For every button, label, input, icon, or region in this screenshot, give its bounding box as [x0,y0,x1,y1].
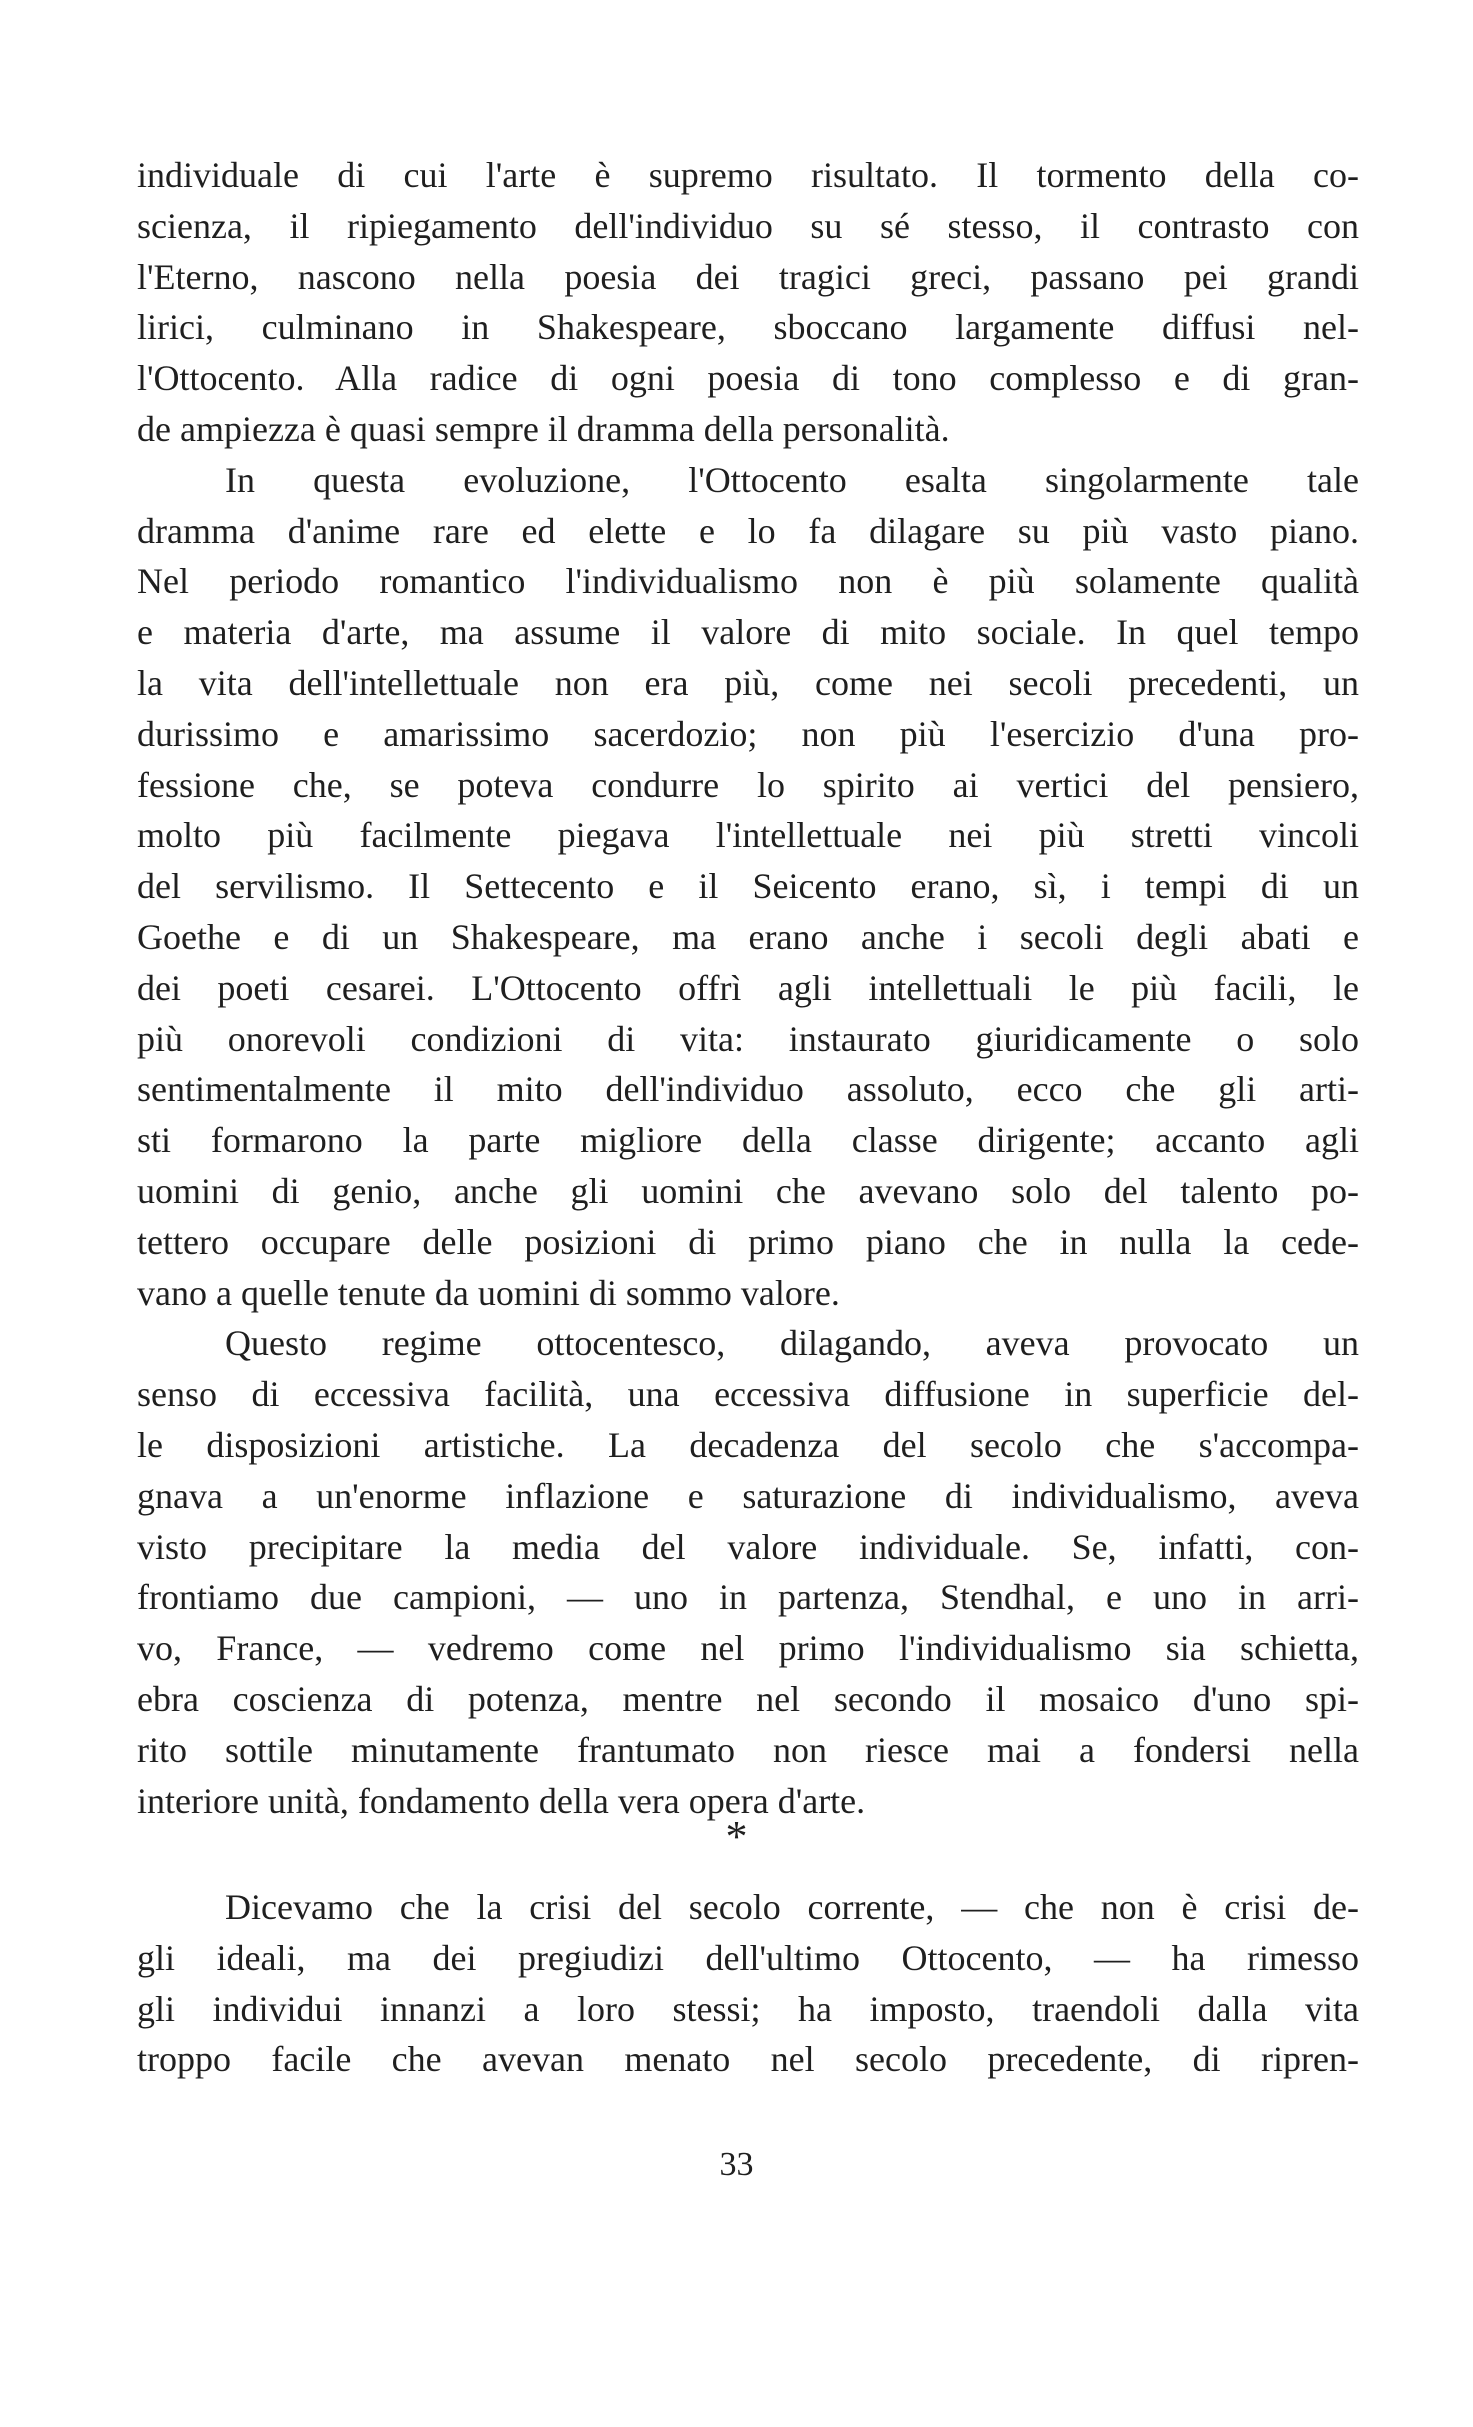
text-line: gnava a un'enorme inflazione e saturazione di individualismo, aveva [137,1475,1359,1516]
body-text [137,150,1359,1826]
text-line: e materia d'arte, ma assume il valore di mito sociale. In quel tempo [137,612,1359,653]
text-line: l'Ottocento. Alla radice di ogni poesia di tono complesso e di gran- [137,358,1359,399]
text-line: l'Eterno, nascono nella poesia dei tragici greci, passano pei grandi [137,256,1359,297]
text-line: vo, France, — vedremo come nel primo l'individualismo sia schietta, [137,1628,1359,1669]
text-line: troppo facile che avevan menato nel secolo precedente, di ripren- [137,2039,1359,2080]
text-line: del servilismo. Il Settecento e il Seicento erano, sì, i tempi di un [137,866,1359,907]
text-line: sentimentalmente il mito dell'individuo assoluto, ecco che gli arti- [137,1069,1359,1110]
text-line: visto precipitare la media del valore individuale. Se, infatti, con- [137,1526,1359,1567]
text-line: più onorevoli condizioni di vita: instaurato giuridicamente o solo [137,1018,1359,1059]
text-line: lirici, culminano in Shakespeare, sboccano largamente diffusi nel- [137,307,1359,348]
section-break-asterisk: * [725,1812,748,1861]
text-line: dei poeti cesarei. L'Ottocento offrì agli intellettuali le più facili, le [137,967,1359,1008]
paragraph-start-line: Dicevamo che la crisi del secolo corrente, — che non è crisi de- [225,1887,1359,1927]
text-line: durissimo e amarissimo sacerdozio; non più l'esercizio d'una pro- [137,713,1359,754]
text-line: frontiamo due campioni, — uno in partenza, Stendhal, e uno in arri- [137,1577,1359,1618]
text-line: gli ideali, ma dei pregiudizi dell'ultimo Ottocento, — ha rimesso [137,1937,1359,1978]
text-line: individuale di cui l'arte è supremo risultato. Il tormento della co- [137,155,1359,195]
text-line: senso di eccessiva facilità, una eccessiva diffusione in superficie del- [137,1374,1359,1415]
text-line: scienza, il ripiegamento dell'individuo su sé stesso, il contrasto con [137,205,1359,246]
text-line: la vita dell'intellettuale non era più, come nei secoli precedenti, un [137,662,1359,703]
text-line: gli individui innanzi a loro stessi; ha imposto, traendoli dalla vita [137,1988,1359,2029]
text-line: uomini di genio, anche gli uomini che avevano solo del talento po- [137,1170,1359,1211]
text-line: ebra coscienza di potenza, mentre nel secondo il mosaico d'uno spi- [137,1678,1359,1719]
page-number: 33 [719,2146,754,2183]
text-line: interiore unità, fondamento della vera opera d'arte. [137,1780,866,1821]
text-line: Goethe e di un Shakespeare, ma erano anche i secoli degli abati e [137,916,1359,957]
text-line: rito sottile minutamente frantumato non riesce mai a fondersi nella [137,1729,1359,1770]
text-line: dramma d'anime rare ed elette e lo fa dilagare su più vasto piano. [137,510,1359,551]
text-line: tettero occupare delle posizioni di primo piano che in nulla la cede- [137,1221,1359,1262]
text-line: de ampiezza è quasi sempre il dramma della personalità. [137,408,950,449]
paragraph-start-line: In questa evoluzione, l'Ottocento esalta singolarmente tale [225,459,1359,500]
text-line: molto più facilmente piegava l'intellettuale nei più stretti vincoli [137,815,1359,856]
text-line: Nel periodo romantico l'individualismo non è più solamente qualità [137,561,1359,602]
body-text-continued [137,1882,1359,2085]
paragraph-start-line: Questo regime ottocentesco, dilagando, aveva provocato un [225,1323,1359,1364]
text-line: le disposizioni artistiche. La decadenza del secolo che s'accompa- [137,1424,1359,1465]
text-line: sti formarono la parte migliore della classe dirigente; accanto agli [137,1120,1359,1161]
text-line: vano a quelle tenute da uomini di sommo valore. [137,1272,840,1313]
text-line: fessione che, se poteva condurre lo spirito ai vertici del pensiero, [137,764,1359,805]
